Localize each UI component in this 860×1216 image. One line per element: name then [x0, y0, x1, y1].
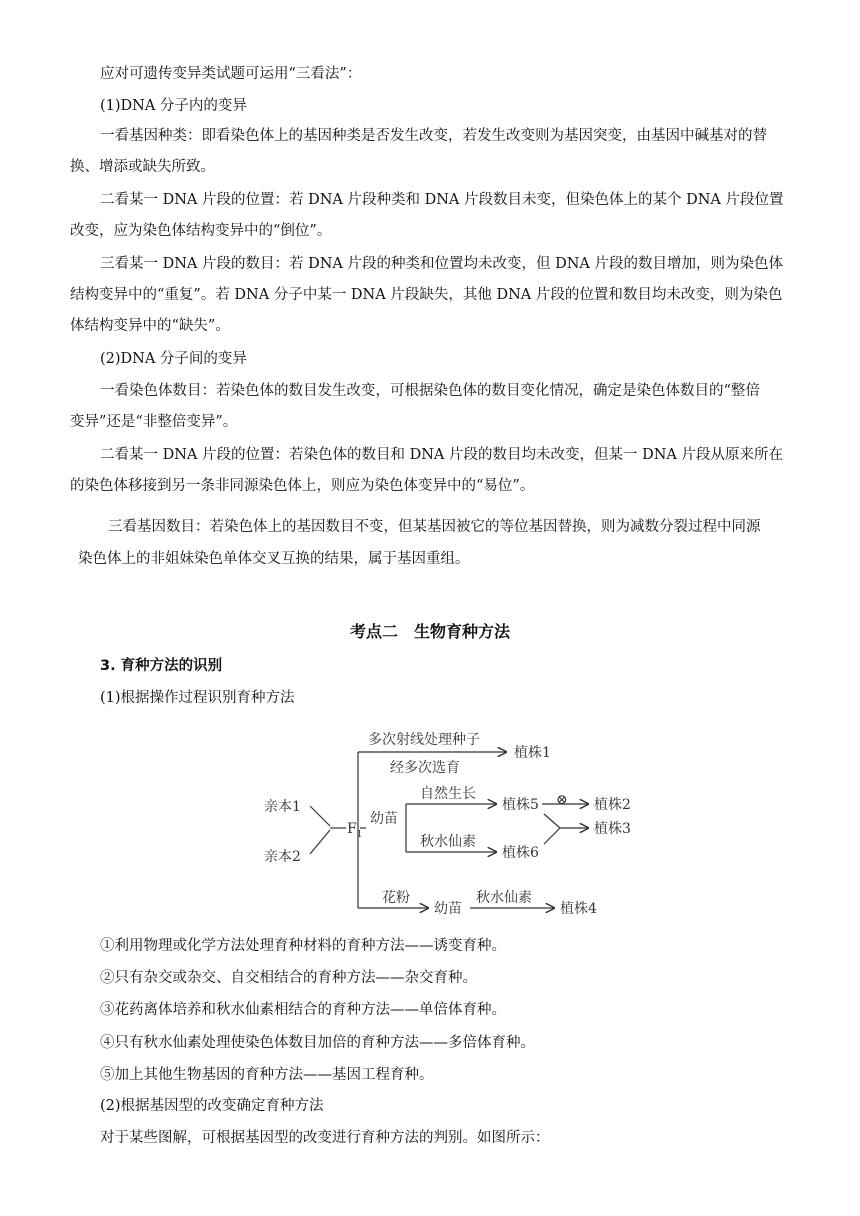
parent1-label: 亲本1 — [264, 799, 301, 815]
merge-line — [544, 814, 560, 828]
plant3-label: 植株3 — [594, 821, 631, 837]
plant1-label: 植株1 — [514, 745, 551, 761]
breeding-flow-diagram — [250, 722, 650, 922]
seedling-label: 幼苗 — [370, 811, 398, 827]
f1-label: $F_1$ — [347, 821, 363, 840]
intro-line: 应对可遗传变异类试题可运用“三看法”： — [100, 66, 362, 82]
list-item: ④只有秋水仙素处理使染色体数目加倍的育种方法——多倍体育种。 — [100, 1035, 535, 1051]
paragraph-line: 体结构变异中的“缺失”。 — [70, 318, 230, 334]
pollen-label: 花粉 — [382, 890, 410, 906]
paragraph-line: 一看染色体数目：若染色体的数目发生改变，可根据染色体的数目变化情况，确定是染色体数目的“整倍 — [100, 383, 760, 399]
paragraph-line: 对于某些图解，可根据基因型的改变进行育种方法的判别。如图所示： — [100, 1130, 550, 1146]
list-item: ⑤加上其他生物基因的育种方法——基因工程育种。 — [100, 1067, 434, 1083]
paragraph-line: 染色体上的非姐妹染色单体交叉互换的结果，属于基因重组。 — [78, 551, 470, 567]
seedling2-label: 幼苗 — [434, 901, 462, 917]
section-heading: 考点二 生物育种方法 — [349, 622, 510, 641]
colchicine-label: 秋水仙素 — [420, 834, 476, 850]
plant6-label: 植株6 — [502, 845, 539, 861]
paragraph-line: 的染色体移接到另一条非同源染色体上，则应为染色体变异中的“易位”。 — [70, 478, 535, 494]
mutation-label: 多次射线处理种子 — [368, 732, 480, 748]
paragraph-line: 三看某一 DNA 片段的数目：若 DNA 片段的种类和位置均未改变，但 DNA 片段的数目增加，则为染色体 — [100, 256, 784, 272]
paragraph-line: 结构变异中的“重复”。若 DNA 分子中某一 DNA 片段缺失，其他 DNA 片段的位置和数目均未改变，则为染色 — [70, 287, 783, 303]
paragraph-line: 二看某一 DNA 片段的位置：若染色体的数目和 DNA 片段的数目均未改变，但某一 DNA 片段从原来所在 — [100, 447, 784, 463]
cross-line — [310, 806, 330, 826]
list-item: ①利用物理或化学方法处理育种材料的育种方法——诱变育种。 — [100, 938, 506, 954]
paragraph-line: 改变，应为染色体结构变异中的“倒位”。 — [70, 223, 332, 239]
plant5-label: 植株5 — [502, 797, 539, 813]
plant2-label: 植株2 — [594, 797, 631, 813]
paragraph-line: 二看某一 DNA 片段的位置：若 DNA 片段种类和 DNA 片段数目未变，但染色体上的某个 DNA 片段位置 — [100, 192, 784, 208]
subsection-title: (2)DNA 分子间的变异 — [100, 351, 247, 367]
subsection-title: (1)DNA 分子内的变异 — [100, 98, 247, 114]
list-item: ②只有杂交或杂交、自交相结合的育种方法——杂交育种。 — [100, 970, 477, 986]
parent2-label: 亲本2 — [264, 849, 301, 865]
colchicine2-label: 秋水仙素 — [476, 890, 532, 906]
cross-line — [310, 830, 330, 854]
subsection-title: (1)根据操作过程识别育种方法 — [100, 690, 295, 706]
paragraph-line: 三看基因数目：若染色体上的基因数目不变，但某基因被它的等位基因替换，则为减数分裂过程中同源 — [108, 519, 761, 535]
selection-label: 经多次选育 — [390, 760, 460, 776]
list-item: ③花药离体培养和秋水仙素相结合的育种方法——单倍体育种。 — [100, 1002, 506, 1018]
plant4-label: 植株4 — [560, 901, 597, 917]
paragraph-line: 变异”还是“非整倍变异”。 — [70, 414, 238, 430]
paragraph-line: 换、增添或缺失所致。 — [70, 159, 215, 175]
subsection-title: (2)根据基因型的改变确定育种方法 — [100, 1098, 324, 1114]
merge-line — [544, 828, 560, 844]
natural-label: 自然生长 — [420, 786, 476, 802]
item-title: 3. 育种方法的识别 — [100, 658, 223, 674]
paragraph-line: 一看基因种类：即看染色体上的基因种类是否发生改变，若发生改变则为基因突变，由基因中碱基对的替 — [100, 128, 767, 144]
selfing-icon: ⊗ — [556, 792, 568, 808]
